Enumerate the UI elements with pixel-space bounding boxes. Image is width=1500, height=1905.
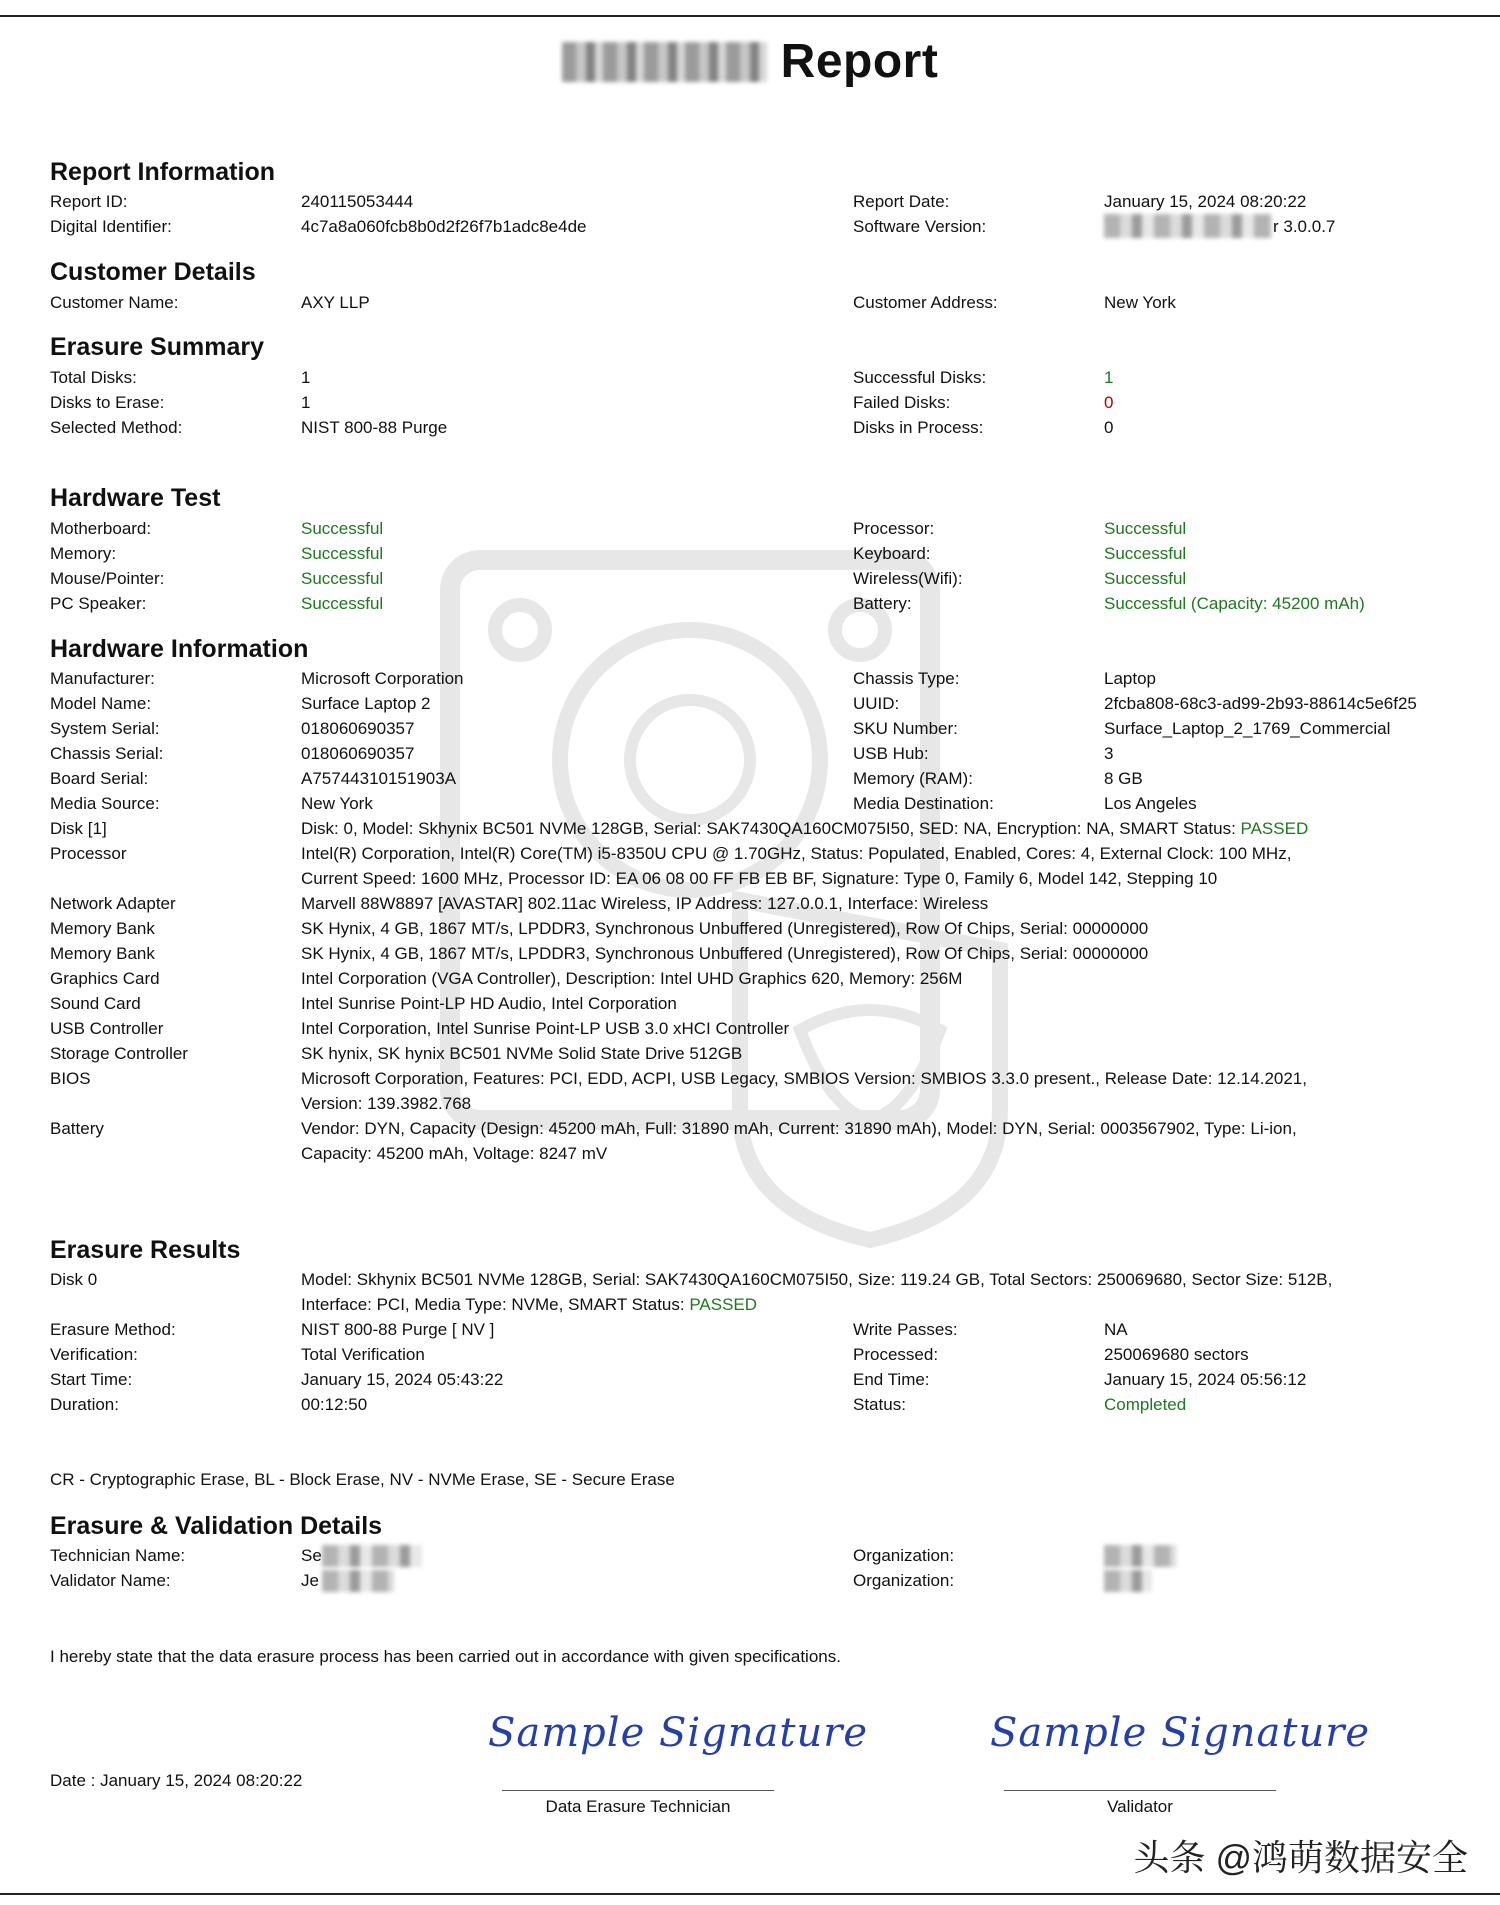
verification-value: Total Verification [301, 1345, 425, 1364]
memory-test-label: Memory: [50, 544, 117, 563]
graphics-label: Graphics Card [50, 969, 160, 988]
uuid-value: 2fcba808-68c3-ad99-2b93-88614c5e6f25 [1104, 694, 1417, 713]
source-watermark: 头条 @鸿萌数据安全 [1133, 1837, 1468, 1878]
write-passes-label: Write Passes: [853, 1320, 958, 1339]
validator-signature-line [1004, 1790, 1276, 1791]
section-erasure-summary: Erasure Summary [50, 333, 265, 361]
chassis-serial-value: 018060690357 [301, 744, 415, 763]
storage-controller-value: SK hynix, SK hynix BC501 NVMe Solid State Drive 512GB [301, 1044, 743, 1063]
successful-disks-value: 1 [1104, 368, 1114, 387]
result-disk-label: Disk 0 [50, 1270, 98, 1289]
media-source-label: Media Source: [50, 794, 160, 813]
battery-test-value: Successful (Capacity: 45200 mAh) [1104, 594, 1365, 613]
validator-signature-role: Validator [1107, 1797, 1173, 1816]
battery-info-line1: Vendor: DYN, Capacity (Design: 45200 mAh, Full: 31890 mAh, Current: 31890 mAh), Model: DYN, Serial: 0003567902, Type: Li-ion, [301, 1119, 1297, 1138]
result-smart-status: PASSED [689, 1295, 758, 1314]
media-source-value: New York [301, 794, 373, 813]
disk-info-label: Disk [1] [50, 819, 107, 838]
battery-test-label: Battery: [853, 594, 912, 613]
section-report-information: Report Information [50, 158, 275, 186]
battery-info-label: Battery [50, 1119, 104, 1138]
usb-controller-value: Intel Corporation, Intel Sunrise Point-LP USB 3.0 xHCI Controller [301, 1019, 790, 1038]
speaker-label: PC Speaker: [50, 594, 147, 613]
failed-disks-value: 0 [1104, 393, 1114, 412]
total-disks-label: Total Disks: [50, 368, 137, 387]
technician-label: Technician Name: [50, 1546, 186, 1565]
section-erasure-results: Erasure Results [50, 1236, 241, 1264]
validator-label: Validator Name: [50, 1571, 171, 1590]
erasure-method-label: Erasure Method: [50, 1320, 176, 1339]
result-disk-line1: Model: Skhynix BC501 NVMe 128GB, Serial: SAK7430QA160CM075I50, Size: 119.24 GB, Total Sectors: 250069680, Sector Size: 512B, [301, 1270, 1333, 1289]
top-rule [0, 15, 1500, 17]
selected-method-label: Selected Method: [50, 418, 183, 437]
sound-label: Sound Card [50, 994, 141, 1013]
verification-label: Verification: [50, 1345, 138, 1364]
ram-label: Memory (RAM): [853, 769, 973, 788]
disks-to-erase-value: 1 [301, 393, 311, 412]
redacted-software-name [1104, 214, 1272, 238]
usb-hub-value: 3 [1104, 744, 1114, 763]
disk-smart-status: PASSED [1240, 819, 1309, 838]
validator-signature: Sample Signature [990, 1710, 1371, 1756]
successful-disks-label: Successful Disks: [853, 368, 987, 387]
disk-info-value [301, 816, 1308, 841]
model-name-label: Model Name: [50, 694, 152, 713]
report-date-footer: Date : January 15, 2024 08:20:22 [50, 1771, 303, 1790]
sound-value: Intel Sunrise Point-LP HD Audio, Intel Corporation [301, 994, 677, 1013]
bios-line2: Version: 139.3982.768 [301, 1094, 472, 1113]
organization-2-label: Organization: [853, 1571, 955, 1590]
processor-test-value: Successful [1104, 519, 1187, 538]
processed-value: 250069680 sectors [1104, 1345, 1249, 1364]
sku-label: SKU Number: [853, 719, 958, 738]
report-title-text: Report [780, 35, 939, 88]
mouse-value: Successful [301, 569, 384, 588]
statement-text: I hereby state that the data erasure process has been carried out in accordance with given specifications. [50, 1647, 841, 1666]
keyboard-value: Successful [1104, 544, 1187, 563]
customer-name-label: Customer Name: [50, 293, 179, 312]
duration-value: 00:12:50 [301, 1395, 368, 1414]
section-hardware-test: Hardware Test [50, 484, 221, 512]
start-time-value: January 15, 2024 05:43:22 [301, 1370, 504, 1389]
erase-legend: CR - Cryptographic Erase, BL - Block Erase, NV - NVMe Erase, SE - Secure Erase [50, 1470, 675, 1489]
network-value: Marvell 88W8897 [AVASTAR] 802.11ac Wireless, IP Address: 127.0.0.1, Interface: Wireless [301, 894, 989, 913]
report-title [0, 34, 1500, 89]
processed-label: Processed: [853, 1345, 939, 1364]
technician-signature: Sample Signature [488, 1710, 869, 1756]
sku-value: Surface_Laptop_2_1769_Commercial [1104, 719, 1391, 738]
disks-in-process-label: Disks in Process: [853, 418, 984, 437]
failed-disks-label: Failed Disks: [853, 393, 951, 412]
media-destination-value: Los Angeles [1104, 794, 1197, 813]
wireless-label: Wireless(Wifi): [853, 569, 963, 588]
manufacturer-value: Microsoft Corporation [301, 669, 464, 688]
processor-info-line1: Intel(R) Corporation, Intel(R) Core(TM) i5-8350U CPU @ 1.70GHz, Status: Populated, Enabled, Cores: 4, External Clock: 100 MHz, [301, 844, 1292, 863]
customer-address-value: New York [1104, 293, 1176, 312]
redacted-organization-1 [1104, 1545, 1176, 1567]
processor-test-label: Processor: [853, 519, 935, 538]
redacted-organization-2 [1104, 1570, 1152, 1592]
motherboard-value: Successful [301, 519, 384, 538]
end-time-label: End Time: [853, 1370, 930, 1389]
software-version-label: Software Version: [853, 217, 987, 236]
system-serial-label: System Serial: [50, 719, 160, 738]
mouse-label: Mouse/Pointer: [50, 569, 165, 588]
software-version-value: r 3.0.0.7 [1273, 217, 1336, 236]
organization-1-label: Organization: [853, 1546, 955, 1565]
usb-hub-label: USB Hub: [853, 744, 929, 763]
processor-info-label: Processor [50, 844, 127, 863]
technician-value: Se [301, 1546, 322, 1565]
section-customer-details: Customer Details [50, 258, 256, 286]
customer-name-value: AXY LLP [301, 293, 370, 312]
bios-line1: Microsoft Corporation, Features: PCI, EDD, ACPI, USB Legacy, SMBIOS Version: SMBIOS 3.3.0 present., Release Date: 12.14.2021, [301, 1069, 1307, 1088]
model-name-value: Surface Laptop 2 [301, 694, 431, 713]
speaker-value: Successful [301, 594, 384, 613]
usb-controller-label: USB Controller [50, 1019, 164, 1038]
memory-bank-1-value: SK Hynix, 4 GB, 1867 MT/s, LPDDR3, Synchronous Unbuffered (Unregistered), Row Of Chips, Serial: 00000000 [301, 919, 1149, 938]
section-hardware-information: Hardware Information [50, 635, 309, 663]
disk-info-text: Disk: 0, Model: Skhynix BC501 NVMe 128GB, Serial: SAK7430QA160CM075I50, SED: NA, Encryption: NA, SMART Status: [301, 819, 1241, 838]
disks-in-process-value: 0 [1104, 418, 1114, 437]
duration-label: Duration: [50, 1395, 119, 1414]
chassis-serial-label: Chassis Serial: [50, 744, 164, 763]
report-id-label: Report ID: [50, 192, 128, 211]
bottom-rule [0, 1893, 1500, 1895]
graphics-value: Intel Corporation (VGA Controller), Description: Intel UHD Graphics 620, Memory: 256M [301, 969, 963, 988]
wireless-value: Successful [1104, 569, 1187, 588]
status-label: Status: [853, 1395, 906, 1414]
technician-signature-role: Data Erasure Technician [545, 1797, 731, 1816]
report-date-value: January 15, 2024 08:20:22 [1104, 192, 1307, 211]
technician-signature-line [502, 1790, 774, 1791]
redacted-brand [562, 42, 767, 82]
write-passes-value: NA [1104, 1320, 1128, 1339]
result-disk-line2-text: Interface: PCI, Media Type: NVMe, SMART Status: [301, 1295, 690, 1314]
result-disk-line2 [301, 1292, 757, 1317]
total-disks-value: 1 [301, 368, 311, 387]
keyboard-label: Keyboard: [853, 544, 931, 563]
ram-value: 8 GB [1104, 769, 1143, 788]
memory-bank-1-label: Memory Bank [50, 919, 155, 938]
digital-identifier-label: Digital Identifier: [50, 217, 172, 236]
system-serial-value: 018060690357 [301, 719, 415, 738]
redacted-technician [322, 1545, 422, 1567]
battery-info-line2: Capacity: 45200 mAh, Voltage: 8247 mV [301, 1144, 608, 1163]
redacted-validator [322, 1570, 394, 1592]
chassis-type-value: Laptop [1104, 669, 1156, 688]
memory-bank-2-value: SK Hynix, 4 GB, 1867 MT/s, LPDDR3, Synchronous Unbuffered (Unregistered), Row Of Chips, Serial: 00000000 [301, 944, 1149, 963]
erasure-method-value: NIST 800-88 Purge [ NV ] [301, 1320, 495, 1339]
manufacturer-label: Manufacturer: [50, 669, 155, 688]
motherboard-label: Motherboard: [50, 519, 152, 538]
selected-method-value: NIST 800-88 Purge [301, 418, 448, 437]
board-serial-value: A75744310151903A [301, 769, 457, 788]
status-value: Completed [1104, 1395, 1187, 1414]
network-label: Network Adapter [50, 894, 176, 913]
customer-address-label: Customer Address: [853, 293, 998, 312]
bios-label: BIOS [50, 1069, 91, 1088]
chassis-type-label: Chassis Type: [853, 669, 960, 688]
end-time-value: January 15, 2024 05:56:12 [1104, 1370, 1307, 1389]
report-id-value: 240115053444 [301, 192, 414, 211]
validator-value: Je [301, 1571, 319, 1590]
report-date-label: Report Date: [853, 192, 950, 211]
storage-controller-label: Storage Controller [50, 1044, 188, 1063]
memory-bank-2-label: Memory Bank [50, 944, 155, 963]
memory-test-value: Successful [301, 544, 384, 563]
media-destination-label: Media Destination: [853, 794, 994, 813]
start-time-label: Start Time: [50, 1370, 133, 1389]
disks-to-erase-label: Disks to Erase: [50, 393, 165, 412]
uuid-label: UUID: [853, 694, 900, 713]
board-serial-label: Board Serial: [50, 769, 149, 788]
processor-info-line2: Current Speed: 1600 MHz, Processor ID: EA 06 08 00 FF FB EB BF, Signature: Type 0, Family 6, Model 142, Stepping 10 [301, 869, 1218, 888]
section-validation-details: Erasure & Validation Details [50, 1512, 383, 1540]
digital-identifier-value: 4c7a8a060fcb8b0d2f26f7b1adc8e4de [301, 217, 587, 236]
